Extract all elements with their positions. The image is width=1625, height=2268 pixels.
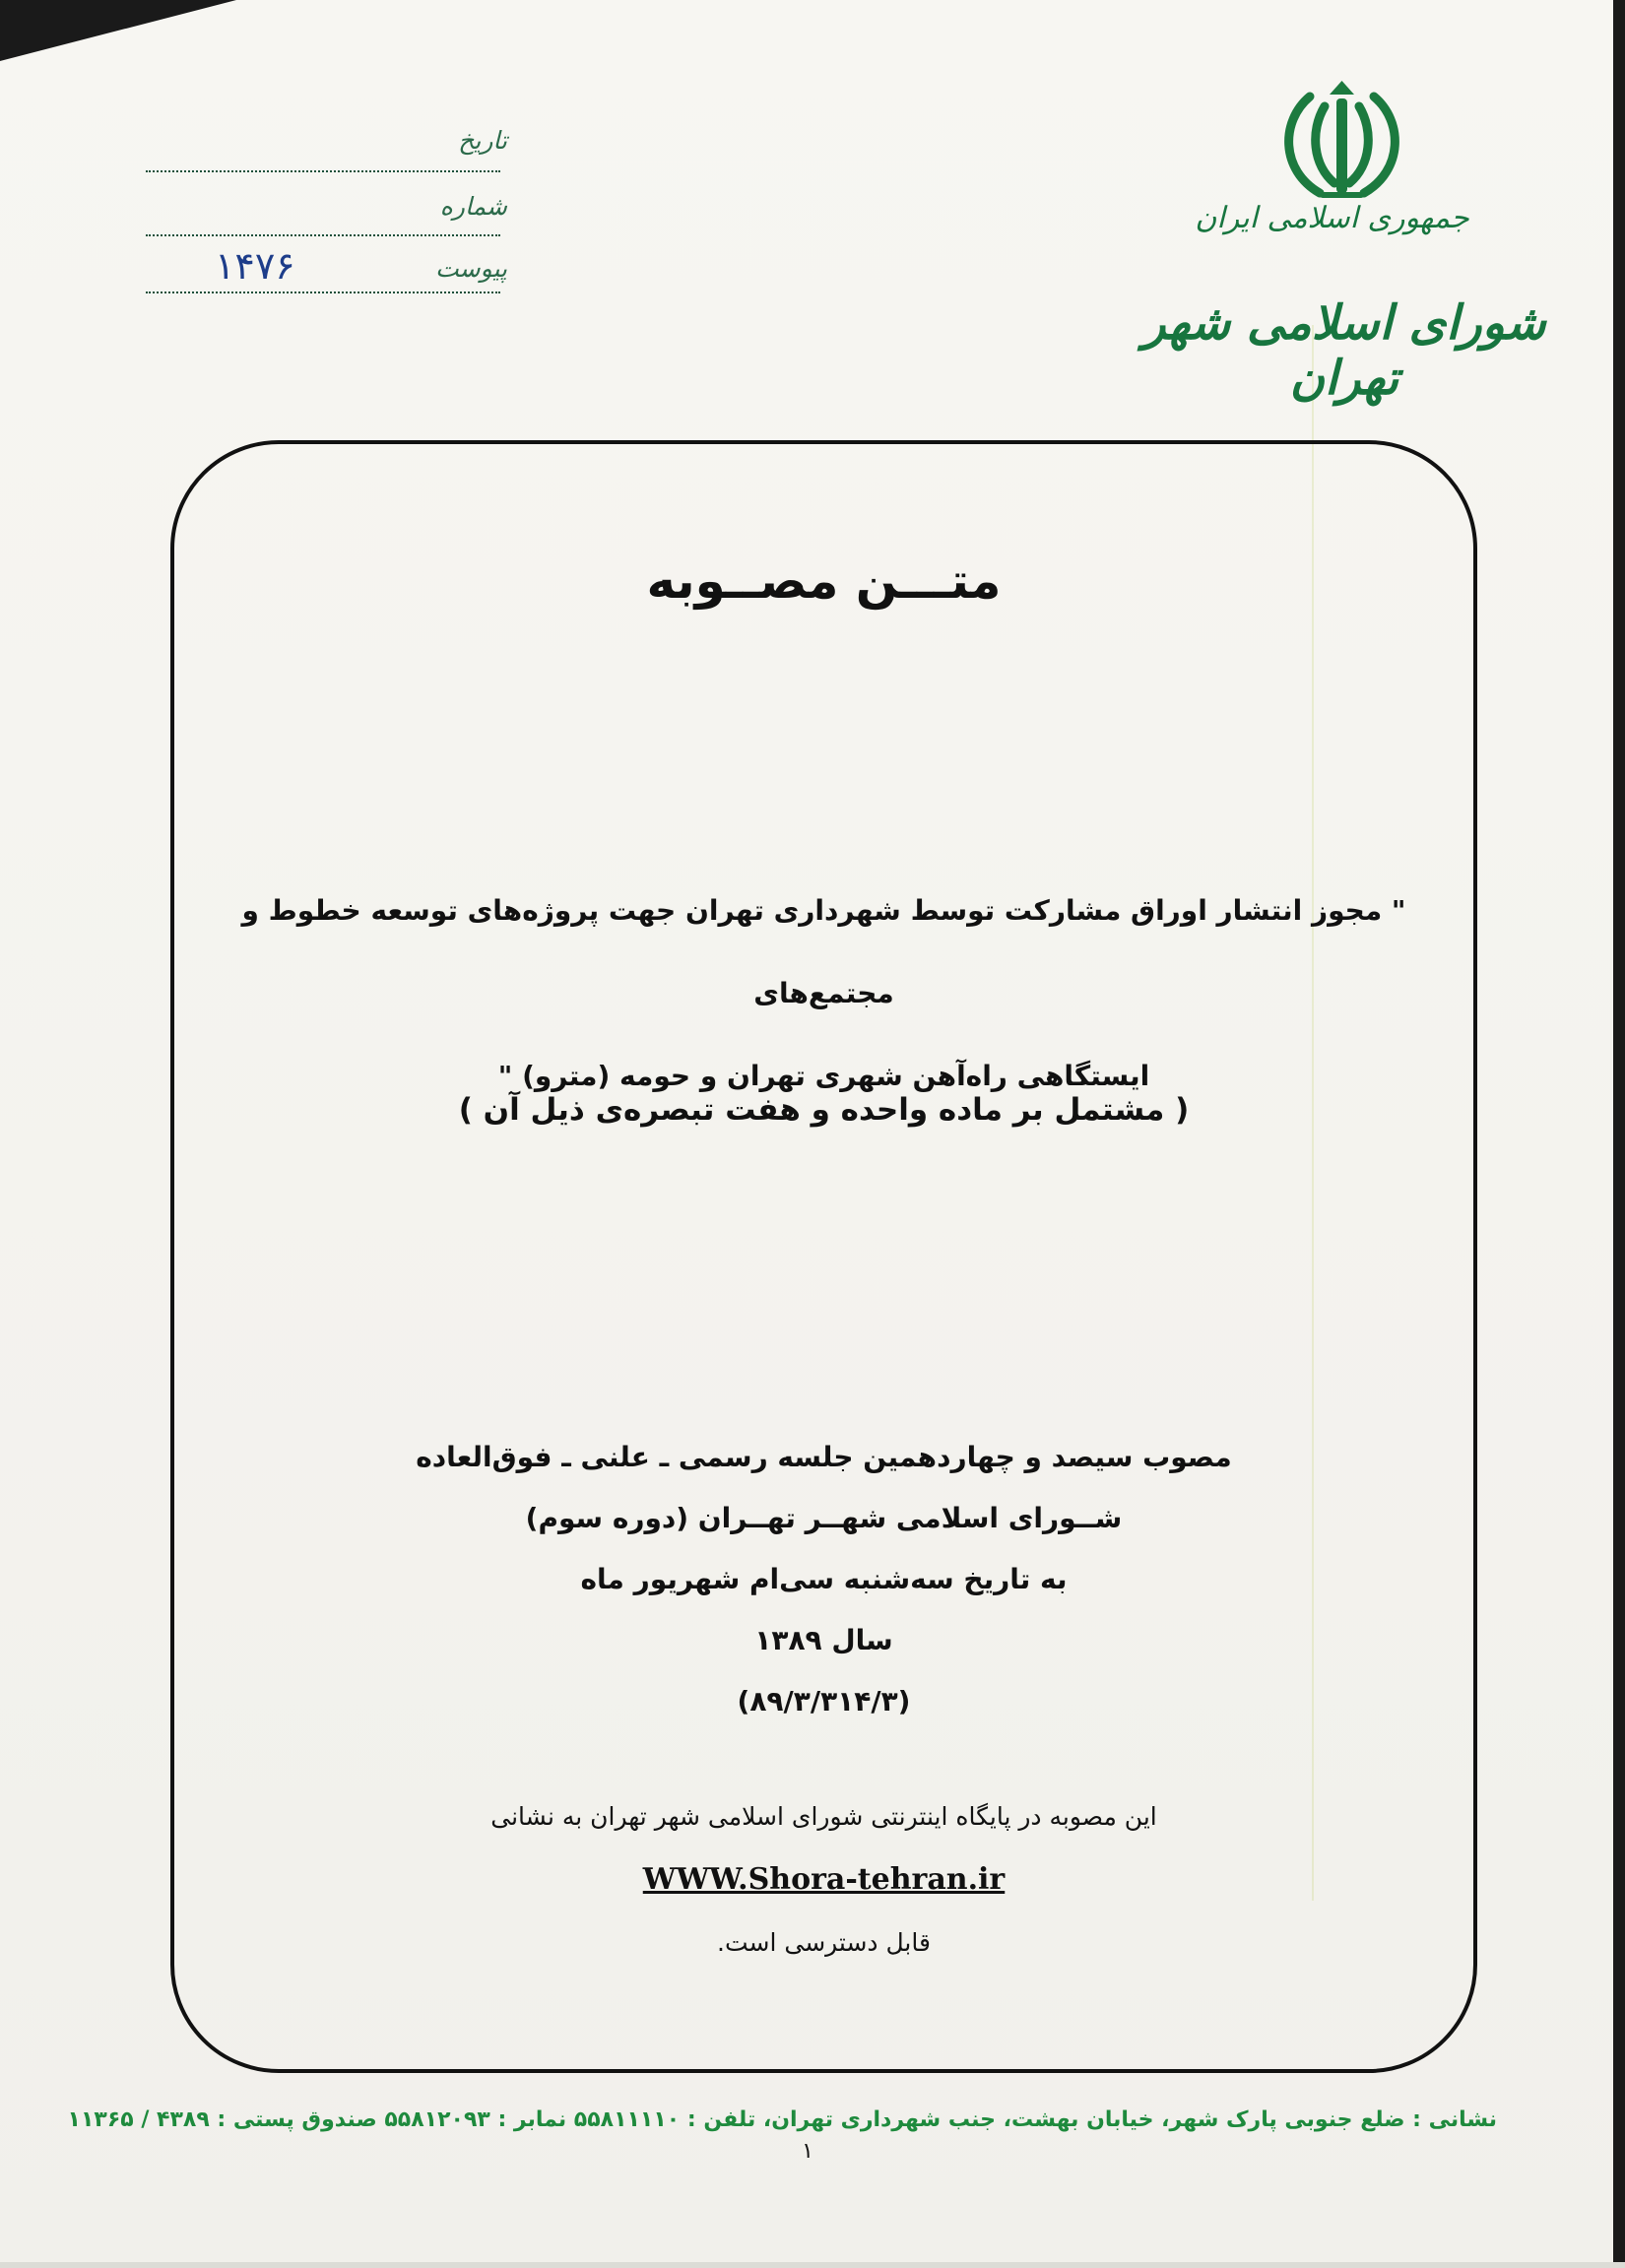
website-note-suffix: قابل دسترسی است. — [717, 1928, 931, 1957]
website-note-line-1 — [233, 1785, 1414, 1912]
approval-line-council: شــورای اسلامی شهــر تهــران (دوره سوم) — [525, 1502, 1123, 1534]
org-council-name: شورای اسلامی شهر تهران — [1142, 295, 1546, 406]
page-title: متـــن مصــوبه — [646, 552, 1002, 610]
approval-line-year: سال ۱۳۸۹ — [754, 1624, 893, 1656]
approval-line-date: به تاریخ سه‌شنبه سی‌ام شهریور ماه — [580, 1563, 1068, 1595]
field-attachment-line — [146, 292, 500, 293]
field-date-line — [146, 170, 500, 172]
field-date-label: تاریخ — [458, 126, 507, 155]
website-note-prefix: این مصوبه در پایگاه اینترنتی شورای اسلامی شهر تهران به نشانی — [490, 1802, 1157, 1831]
field-attachment-value: ۱۴۷۶ — [215, 244, 295, 288]
resolution-frame — [170, 440, 1477, 2073]
footer-address: نشانی : ضلع جنوبی پارک شهر، خیابان بهشت، جنب شهرداری تهران، تلفن : ۵۵۸۱۱۱۱۰ نمابر : ۵۵۸۱۲۰۹۳ صندوق پستی : ۴۳۸۹ / ۱۱۳۶۵ — [67, 2107, 1497, 2132]
approval-line-session: مصوب سیصد و چهاردهمین جلسه رسمی ـ علنی ـ فوق‌العاده — [416, 1441, 1232, 1473]
scan-corner-shadow — [0, 0, 236, 61]
field-number-label: شماره — [439, 192, 507, 221]
field-number-line — [146, 234, 500, 236]
website-note — [233, 1785, 1414, 1975]
resolution-subject — [233, 870, 1414, 1118]
field-attachment-label: پیوست — [435, 254, 507, 283]
website-link[interactable]: WWW.Shora-tehran.ir — [642, 1862, 1006, 1897]
org-country-name: جمهوری اسلامی ایران — [1195, 201, 1469, 235]
subject-line-1: " مجوز انتشار اوراق مشارکت توسط شهرداری تهران جهت پروژه‌های توسعه خطوط و مجتمع‌های — [241, 894, 1406, 1009]
approval-line-code: (۸۹/۳/۳۱۴/۳) — [737, 1685, 911, 1717]
scan-bottom-edge — [0, 2262, 1625, 2268]
page-number: ۱ — [802, 2139, 813, 2164]
iran-emblem-icon — [1275, 77, 1408, 210]
approval-block — [174, 1427, 1473, 1732]
subject-line-2: ایستگاهی راه‌آهن شهری تهران و حومه (مترو) " — [497, 1060, 1150, 1092]
resolution-scope: ( مشتمل بر ماده واحده و هفت تبصره‌ی ذیل آن ) — [458, 1092, 1190, 1128]
scan-right-edge — [1613, 0, 1625, 2268]
